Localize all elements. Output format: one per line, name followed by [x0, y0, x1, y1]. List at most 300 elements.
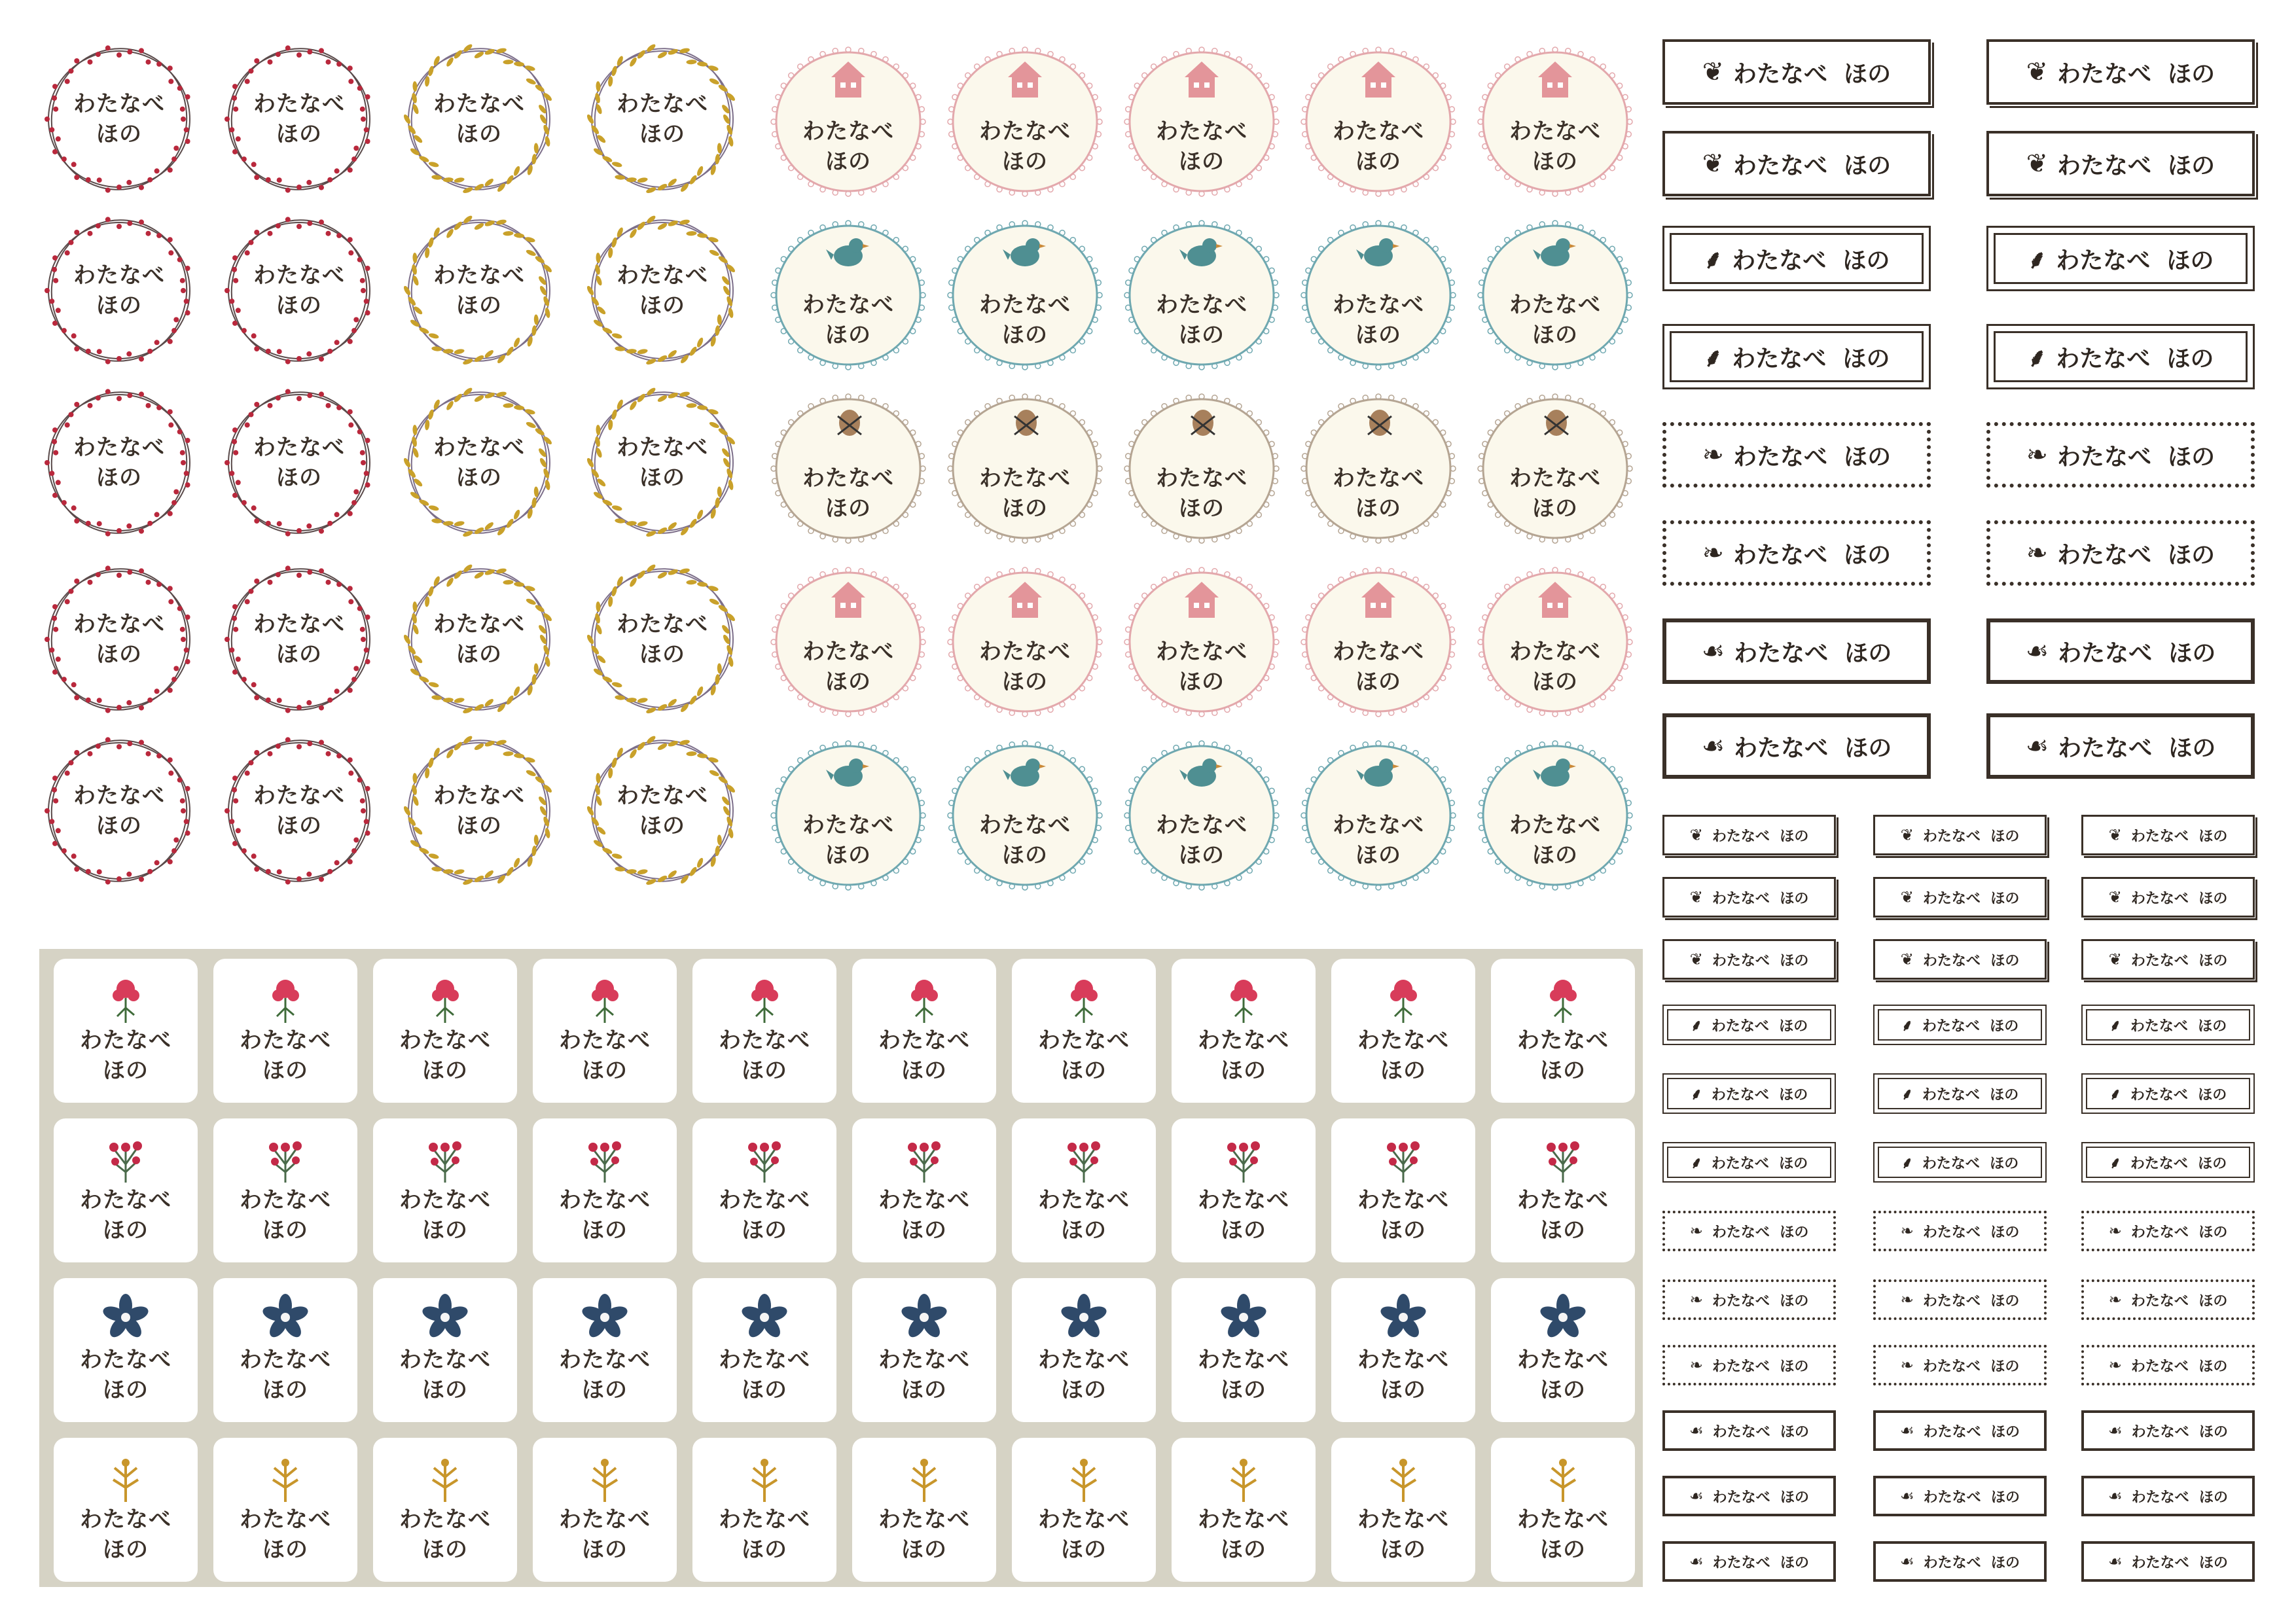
olive-branch-icon: ❦ — [2108, 826, 2122, 844]
carnation-icon — [901, 972, 947, 1024]
label-surname: わたなべ — [2130, 952, 2189, 969]
label-given: ほの — [901, 1058, 947, 1084]
gold-leaf-wreath-sticker[interactable] — [399, 560, 559, 719]
thick-frame-name-tag[interactable] — [1986, 713, 2255, 779]
pink-house-sticker[interactable] — [942, 39, 1107, 204]
label-given: ほの — [1532, 322, 1578, 348]
label-given: ほの — [1380, 1377, 1426, 1403]
label-given: ほの — [276, 465, 322, 491]
label-given: ほの — [456, 641, 502, 668]
label-surname: わたなべ — [979, 639, 1071, 665]
sticker-label — [1473, 810, 1638, 870]
inset-frame-name-tag[interactable] — [2081, 1005, 2255, 1045]
label-surname: わたなべ — [1517, 1507, 1609, 1533]
sticker-label — [852, 1505, 996, 1565]
red-berry-sprig-sticker[interactable] — [54, 1118, 198, 1262]
dotted-frame-name-tag[interactable] — [1662, 422, 1931, 488]
teal-bird-sticker[interactable] — [1119, 733, 1284, 898]
label-given: ほの — [2199, 1489, 2229, 1506]
pink-carnation-sticker[interactable] — [1331, 959, 1475, 1103]
wheat-icon: ⸙ — [1690, 1153, 1702, 1172]
label-given: ほの — [1990, 1018, 2019, 1035]
navy-flower-sticker[interactable] — [852, 1278, 996, 1422]
dotted-frame-name-tag[interactable] — [1986, 422, 2255, 488]
leaf-sprig-icon: ❧ — [1702, 538, 1724, 568]
flower-icon — [103, 1291, 149, 1344]
label-given: ほの — [742, 1377, 787, 1403]
sticker-label — [219, 560, 379, 719]
dotted-frame-name-tag[interactable] — [1662, 520, 1931, 586]
gold-sprig-sticker[interactable] — [54, 1438, 198, 1582]
double-line-frame-name-tag[interactable] — [1662, 39, 1931, 105]
label-surname: わたなべ — [1922, 1018, 1980, 1035]
sticker-label — [213, 1026, 357, 1086]
gold-leaf-wreath-sticker[interactable] — [399, 383, 559, 543]
sticker-label — [583, 383, 742, 543]
sticker-label — [583, 211, 742, 370]
olive-branch-icon: ❦ — [2108, 950, 2122, 969]
pink-carnation-sticker[interactable] — [373, 959, 517, 1103]
label-surname: わたなべ — [80, 1187, 171, 1213]
thick-frame-name-tag[interactable] — [1662, 713, 1931, 779]
label-given: ほの — [1002, 669, 1048, 695]
gold-leaf-wreath-sticker[interactable] — [583, 383, 742, 543]
thick-frame-name-tag[interactable] — [2081, 1410, 2255, 1451]
pink-carnation-sticker[interactable] — [213, 959, 357, 1103]
label-given: ほの — [1221, 1377, 1266, 1403]
red-berry-wreath-sticker[interactable] — [219, 731, 379, 891]
berry-sprig-icon — [1380, 1132, 1426, 1184]
label-given: ほの — [1380, 1217, 1426, 1243]
navy-flower-sticker[interactable] — [1172, 1278, 1316, 1422]
leaf-branch-icon: ☙ — [1701, 636, 1725, 666]
sprig-icon — [1380, 1451, 1426, 1503]
teal-bird-sticker[interactable] — [1119, 213, 1284, 378]
label-given: ほの — [1780, 828, 1809, 845]
gold-sprig-sticker[interactable] — [1172, 1438, 1316, 1582]
inset-frame-name-tag[interactable] — [1986, 226, 2255, 291]
red-berry-sprig-sticker[interactable] — [1331, 1118, 1475, 1262]
red-berry-wreath-sticker[interactable] — [39, 731, 199, 891]
double-line-frame-name-tag[interactable] — [1873, 877, 2047, 918]
leaf-sprig-icon: ❧ — [1689, 1291, 1703, 1309]
label-surname: わたなべ — [1333, 118, 1424, 145]
sticker-label — [39, 731, 199, 891]
sticker-label — [852, 1026, 996, 1086]
label-surname: わたなべ — [73, 435, 165, 461]
label-surname: わたなべ — [559, 1027, 651, 1054]
label-given: ほの — [2198, 890, 2228, 907]
brown-pinecone-sticker[interactable] — [766, 386, 931, 551]
red-berry-sprig-sticker[interactable] — [852, 1118, 996, 1262]
wheat-icon: ⸙ — [1901, 1084, 1913, 1103]
label-surname: わたなべ — [253, 91, 345, 117]
gold-leaf-wreath-sticker[interactable] — [583, 39, 742, 199]
dotted-frame-name-tag[interactable] — [1662, 1345, 1836, 1385]
carnation-icon — [742, 972, 787, 1024]
gold-sprig-sticker[interactable] — [373, 1438, 517, 1582]
thick-frame-name-tag[interactable] — [1662, 1476, 1836, 1516]
double-line-frame-name-tag[interactable] — [1873, 939, 2047, 980]
brown-pinecone-sticker[interactable] — [942, 386, 1107, 551]
label-given: ほの — [1779, 1086, 1808, 1103]
label-given: ほの — [1780, 952, 1809, 969]
leaf-sprig-icon: ❧ — [2108, 1291, 2122, 1309]
label-given: ほの — [1355, 842, 1401, 868]
gold-sprig-sticker[interactable] — [1491, 1438, 1635, 1582]
label-given: ほの — [2168, 60, 2215, 88]
pink-carnation-sticker[interactable] — [692, 959, 836, 1103]
red-berry-wreath-sticker[interactable] — [39, 39, 199, 199]
teal-bird-sticker[interactable] — [1296, 733, 1461, 898]
sprig-icon — [422, 1451, 468, 1503]
pink-house-sticker[interactable] — [1296, 39, 1461, 204]
double-line-frame-name-tag[interactable] — [1986, 39, 2255, 105]
label-surname: わたなべ — [2130, 890, 2189, 907]
label-given: ほの — [1990, 1293, 2020, 1310]
label-surname: わたなべ — [1156, 118, 1247, 145]
label-surname: わたなべ — [253, 435, 345, 461]
gold-sprig-sticker[interactable] — [1331, 1438, 1475, 1582]
sprig-icon — [1540, 1451, 1586, 1503]
dotted-frame-name-tag[interactable] — [1662, 1279, 1836, 1320]
sticker-label — [766, 463, 931, 524]
red-berry-sprig-sticker[interactable] — [1491, 1118, 1635, 1262]
olive-branch-icon: ❦ — [1900, 950, 1914, 969]
label-surname: わたなべ — [1922, 1086, 1980, 1103]
red-berry-sprig-sticker[interactable] — [533, 1118, 677, 1262]
sticker-label — [852, 1345, 996, 1405]
brown-pinecone-sticker[interactable] — [1473, 386, 1638, 551]
sticker-label — [1491, 1026, 1635, 1086]
inset-frame-name-tag[interactable] — [2081, 1142, 2255, 1183]
label-surname: わたなべ — [253, 262, 345, 289]
red-berry-wreath-sticker[interactable] — [219, 383, 379, 543]
red-berry-wreath-sticker[interactable] — [39, 383, 199, 543]
sticker-label — [373, 1505, 517, 1565]
label-given: ほの — [1061, 1058, 1107, 1084]
sticker-label — [1119, 463, 1284, 524]
sticker-label — [1296, 637, 1461, 697]
gold-leaf-wreath-sticker[interactable] — [583, 560, 742, 719]
sticker-label — [399, 211, 559, 370]
label-surname: わたなべ — [1517, 1027, 1609, 1054]
navy-flower-sticker[interactable] — [1331, 1278, 1475, 1422]
teal-bird-sticker[interactable] — [1473, 733, 1638, 898]
label-surname: わたなべ — [878, 1027, 970, 1054]
label-given: ほの — [422, 1217, 468, 1243]
inset-frame-name-tag[interactable] — [1662, 1073, 1836, 1114]
sticker-label — [533, 1026, 677, 1086]
label-given: ほの — [1780, 1423, 1810, 1440]
navy-flower-sticker[interactable] — [1012, 1278, 1156, 1422]
double-line-frame-name-tag[interactable] — [2081, 815, 2255, 855]
inset-frame-name-tag[interactable] — [1873, 1142, 2047, 1183]
pink-carnation-sticker[interactable] — [533, 959, 677, 1103]
sticker-label — [692, 1505, 836, 1565]
gold-leaf-wreath-sticker[interactable] — [583, 211, 742, 370]
navy-flower-sticker[interactable] — [533, 1278, 677, 1422]
leaf-branch-icon: ☙ — [1689, 1421, 1704, 1440]
navy-flower-sticker[interactable] — [54, 1278, 198, 1422]
label-surname: わたなべ — [253, 783, 345, 809]
red-berry-wreath-sticker[interactable] — [219, 560, 379, 719]
label-given: ほの — [1061, 1217, 1107, 1243]
label-surname: わたなべ — [2131, 1554, 2189, 1571]
label-given: ほの — [639, 813, 685, 839]
sticker-label — [766, 116, 931, 177]
teal-bird-sticker[interactable] — [766, 213, 931, 378]
inset-frame-name-tag[interactable] — [2081, 1073, 2255, 1114]
label-given: ほの — [1540, 1217, 1586, 1243]
label-given: ほの — [1540, 1377, 1586, 1403]
double-line-frame-name-tag[interactable] — [1662, 815, 1836, 855]
berry-sprig-icon — [582, 1132, 628, 1184]
olive-branch-icon: ❦ — [2026, 57, 2048, 87]
pink-carnation-sticker[interactable] — [1012, 959, 1156, 1103]
sticker-label — [1012, 1505, 1156, 1565]
red-berry-sprig-sticker[interactable] — [1012, 1118, 1156, 1262]
dotted-frame-name-tag[interactable] — [1873, 1345, 2047, 1385]
label-given: ほの — [96, 813, 142, 839]
dotted-frame-name-tag[interactable] — [1873, 1279, 2047, 1320]
pink-house-sticker[interactable] — [1473, 39, 1638, 204]
label-surname: わたなべ — [1357, 1027, 1449, 1054]
thick-frame-name-tag[interactable] — [1873, 1541, 2047, 1582]
carnation-icon — [1540, 972, 1586, 1024]
double-line-frame-name-tag[interactable] — [1986, 131, 2255, 196]
pink-house-sticker[interactable] — [1473, 560, 1638, 724]
dotted-frame-name-tag[interactable] — [1873, 1211, 2047, 1251]
label-surname: わたなべ — [979, 812, 1071, 838]
brown-pinecone-sticker[interactable] — [1119, 386, 1284, 551]
red-berry-sprig-sticker[interactable] — [213, 1118, 357, 1262]
label-given: ほの — [456, 465, 502, 491]
red-berry-sprig-sticker[interactable] — [1172, 1118, 1316, 1262]
label-given: ほの — [1355, 495, 1401, 522]
label-given: ほの — [2199, 1554, 2229, 1571]
sticker-label — [942, 290, 1107, 350]
red-berry-sprig-sticker[interactable] — [692, 1118, 836, 1262]
sprig-icon — [1221, 1451, 1266, 1503]
label-surname: わたなべ — [617, 783, 708, 809]
sticker-label — [1491, 1185, 1635, 1245]
leaf-branch-icon: ☙ — [2108, 1487, 2123, 1505]
red-berry-wreath-sticker[interactable] — [39, 211, 199, 370]
label-surname: わたなべ — [1712, 890, 1770, 907]
teal-bird-sticker[interactable] — [942, 733, 1107, 898]
leaf-sprig-icon: ❧ — [1900, 1356, 1914, 1374]
sticker-label — [942, 810, 1107, 870]
inset-frame-name-tag[interactable] — [1662, 1142, 1836, 1183]
double-line-frame-name-tag[interactable] — [2081, 877, 2255, 918]
teal-bird-sticker[interactable] — [942, 213, 1107, 378]
label-given: ほの — [2198, 952, 2228, 969]
inset-frame-name-tag[interactable] — [1873, 1073, 2047, 1114]
label-surname: わたなべ — [1922, 1358, 1981, 1375]
sticker-label — [399, 560, 559, 719]
brown-pinecone-sticker[interactable] — [1296, 386, 1461, 551]
double-line-frame-name-tag[interactable] — [1662, 877, 1836, 918]
red-berry-wreath-sticker[interactable] — [219, 39, 379, 199]
label-given: ほの — [96, 121, 142, 147]
sticker-label — [533, 1185, 677, 1245]
gold-sprig-sticker[interactable] — [213, 1438, 357, 1582]
dotted-frame-name-tag[interactable] — [2081, 1345, 2255, 1385]
label-surname: わたなべ — [1711, 1018, 1769, 1035]
leaf-branch-icon: ☙ — [1701, 731, 1725, 761]
label-given: ほの — [456, 121, 502, 147]
olive-branch-icon: ❦ — [1689, 826, 1703, 844]
label-surname: わたなべ — [617, 611, 708, 637]
gold-leaf-wreath-sticker[interactable] — [399, 39, 559, 199]
red-berry-wreath-sticker[interactable] — [219, 211, 379, 370]
label-surname: わたなべ — [433, 611, 525, 637]
sticker-label — [1172, 1345, 1316, 1405]
label-given: ほの — [1355, 149, 1401, 175]
label-given: ほの — [2168, 541, 2215, 569]
thick-frame-name-tag[interactable] — [1873, 1476, 2047, 1516]
label-surname: わたなべ — [433, 435, 525, 461]
label-given: ほの — [1991, 1489, 2020, 1506]
label-surname: わたなべ — [240, 1347, 331, 1373]
double-line-frame-name-tag[interactable] — [1662, 131, 1931, 196]
teal-bird-sticker[interactable] — [766, 733, 931, 898]
pink-house-sticker[interactable] — [1119, 39, 1284, 204]
sticker-label — [1012, 1185, 1156, 1245]
berry-sprig-icon — [742, 1132, 787, 1184]
pink-carnation-sticker[interactable] — [54, 959, 198, 1103]
dotted-frame-name-tag[interactable] — [1662, 1211, 1836, 1251]
navy-flower-sticker[interactable] — [1491, 1278, 1635, 1422]
label-surname: わたなべ — [1922, 1155, 1980, 1172]
label-surname: わたなべ — [1156, 812, 1247, 838]
label-given: ほの — [582, 1058, 628, 1084]
dotted-frame-name-tag[interactable] — [2081, 1279, 2255, 1320]
gold-leaf-wreath-sticker[interactable] — [583, 731, 742, 891]
pink-house-sticker[interactable] — [1119, 560, 1284, 724]
navy-flower-sticker[interactable] — [692, 1278, 836, 1422]
label-given: ほの — [1179, 149, 1225, 175]
sprig-icon — [262, 1451, 308, 1503]
thick-frame-name-tag[interactable] — [2081, 1541, 2255, 1582]
sticker-label — [766, 637, 931, 697]
pink-carnation-sticker[interactable] — [1172, 959, 1316, 1103]
inset-frame-name-tag[interactable] — [1662, 1005, 1836, 1045]
gold-leaf-wreath-sticker[interactable] — [399, 211, 559, 370]
label-given: ほの — [1355, 669, 1401, 695]
thick-frame-name-tag[interactable] — [1662, 1541, 1836, 1582]
double-line-frame-name-tag[interactable] — [2081, 939, 2255, 980]
pink-house-sticker[interactable] — [1296, 560, 1461, 724]
label-surname: わたなべ — [1198, 1027, 1289, 1054]
label-surname: わたなべ — [2131, 1423, 2189, 1440]
double-line-frame-name-tag[interactable] — [1873, 815, 2047, 855]
sticker-label — [39, 39, 199, 199]
label-given: ほの — [742, 1217, 787, 1243]
flower-icon — [1061, 1291, 1107, 1344]
label-surname: わたなべ — [433, 262, 525, 289]
label-given: ほの — [456, 293, 502, 319]
teal-bird-sticker[interactable] — [1296, 213, 1461, 378]
label-given: ほの — [2168, 152, 2215, 179]
sticker-label — [39, 211, 199, 370]
pink-house-sticker[interactable] — [942, 560, 1107, 724]
label-given: ほの — [582, 1217, 628, 1243]
sticker-label — [942, 637, 1107, 697]
dotted-frame-name-tag[interactable] — [1986, 520, 2255, 586]
label-given: ほの — [1779, 1155, 1808, 1172]
label-surname: わたなべ — [2056, 60, 2151, 88]
label-given: ほの — [1844, 152, 1892, 179]
sticker-label — [399, 39, 559, 199]
thick-frame-name-tag[interactable] — [2081, 1476, 2255, 1516]
inset-frame-name-tag[interactable] — [1873, 1005, 2047, 1045]
red-berry-sprig-sticker[interactable] — [373, 1118, 517, 1262]
gold-leaf-wreath-sticker[interactable] — [399, 731, 559, 891]
gold-sprig-sticker[interactable] — [692, 1438, 836, 1582]
inset-frame-name-tag[interactable] — [1986, 324, 2255, 389]
label-surname: わたなべ — [1732, 247, 1827, 274]
label-given: ほの — [1991, 1554, 2020, 1571]
gold-sprig-sticker[interactable] — [852, 1438, 996, 1582]
navy-flower-sticker[interactable] — [373, 1278, 517, 1422]
gold-sprig-sticker[interactable] — [1012, 1438, 1156, 1582]
thick-frame-name-tag[interactable] — [1986, 618, 2255, 684]
label-surname: わたなべ — [1509, 292, 1601, 318]
inset-frame-name-tag[interactable] — [1662, 324, 1931, 389]
navy-flower-sticker[interactable] — [213, 1278, 357, 1422]
label-surname: わたなべ — [2058, 734, 2153, 762]
wheat-icon: ⸙ — [2109, 1016, 2121, 1035]
sticker-label — [692, 1185, 836, 1245]
berry-sprig-icon — [422, 1132, 468, 1184]
label-given: ほの — [262, 1537, 308, 1563]
sticker-label — [1172, 1026, 1316, 1086]
inset-frame-name-tag[interactable] — [1662, 226, 1931, 291]
pink-house-sticker[interactable] — [766, 39, 931, 204]
dotted-frame-name-tag[interactable] — [2081, 1211, 2255, 1251]
thick-frame-name-tag[interactable] — [1662, 618, 1931, 684]
pink-carnation-sticker[interactable] — [852, 959, 996, 1103]
label-surname: わたなべ — [1357, 1187, 1449, 1213]
leaf-branch-icon: ☙ — [2108, 1552, 2123, 1571]
sticker-label — [1012, 1026, 1156, 1086]
label-surname: わたなべ — [1509, 639, 1601, 665]
leaf-branch-icon: ☙ — [1899, 1552, 1914, 1571]
label-surname: わたなべ — [559, 1507, 651, 1533]
teal-bird-sticker[interactable] — [1473, 213, 1638, 378]
red-berry-wreath-sticker[interactable] — [39, 560, 199, 719]
leaf-sprig-icon: ❧ — [1900, 1222, 1914, 1240]
label-surname: わたなべ — [1712, 1423, 1770, 1440]
label-given: ほの — [422, 1058, 468, 1084]
sticker-label — [219, 39, 379, 199]
label-surname: わたなべ — [617, 262, 708, 289]
thick-frame-name-tag[interactable] — [1873, 1410, 2047, 1451]
square-sticker-panel — [39, 949, 1643, 1587]
sticker-label — [219, 211, 379, 370]
gold-sprig-sticker[interactable] — [533, 1438, 677, 1582]
label-surname: わたなべ — [1712, 1554, 1770, 1571]
thick-frame-name-tag[interactable] — [1662, 1410, 1836, 1451]
sticker-label — [1331, 1185, 1475, 1245]
pink-carnation-sticker[interactable] — [1491, 959, 1635, 1103]
label-given: ほの — [582, 1377, 628, 1403]
carnation-icon — [1380, 972, 1426, 1024]
pink-house-sticker[interactable] — [766, 560, 931, 724]
double-line-frame-name-tag[interactable] — [1662, 939, 1836, 980]
